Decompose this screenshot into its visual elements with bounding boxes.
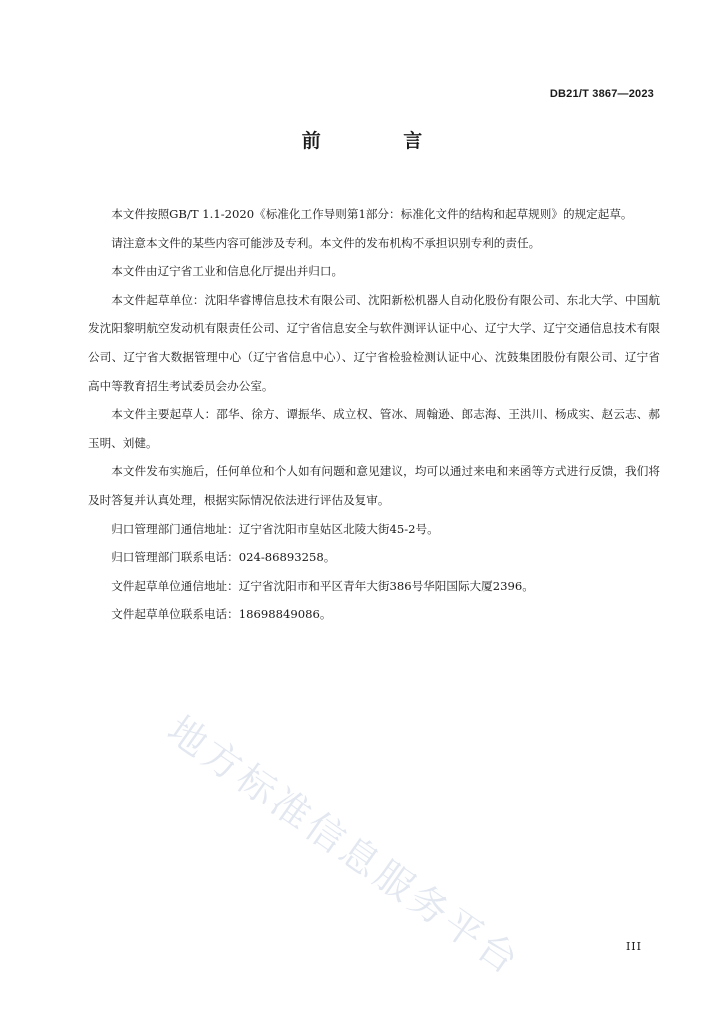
paragraph-drafter-phone: 文件起草单位联系电话：18698849086。 <box>111 607 332 622</box>
watermark: 地方标准信息服务平台 <box>159 707 529 985</box>
paragraph-drafting-units: 本文件起草单位：沈阳华睿博信息技术有限公司、沈阳新松机器人自动化股份有限公司、东北大学、中国航发沈阳黎明航空发动机有限责任公司、辽宁省信息安全与软件测评认证中心、辽宁大学、辽宁交通信息技术有限公司、辽宁省大数据管理中心（辽宁省信息中心）、辽宁省检验检测认证中心、沈鼓集团股份有限公司、辽宁省高中等教育招生考试委员会办公室。 <box>88 292 660 393</box>
paragraph-drafter-address: 文件起草单位通信地址：辽宁省沈阳市和平区青年大街386号华阳国际大厦2396。 <box>111 578 534 593</box>
paragraph-admin-phone: 归口管理部门联系电话：024-86893258。 <box>111 550 336 565</box>
standard-code: DB21/T 3867—2023 <box>549 88 654 100</box>
paragraph-feedback: 本文件发布实施后，任何单位和个人如有问题和意见建议，均可以通过来电和来函等方式进行反馈，我们将及时答复并认真处理，根据实际情况依法进行评估及复审。 <box>88 464 660 507</box>
paragraph-patent-notice: 请注意本文件的某些内容可能涉及专利。本文件的发布机构不承担识别专利的责任。 <box>111 235 541 250</box>
foreword-content <box>88 200 660 629</box>
page-number: III <box>625 940 642 953</box>
paragraph-proposer: 本文件由辽宁省工业和信息化厅提出并归口。 <box>111 264 344 279</box>
paragraph-drafters: 本文件主要起草人：邵华、徐方、谭振华、成立权、管冰、周翰逊、郎志海、王洪川、杨成实、赵云志、郝玉明、刘健。 <box>88 407 660 450</box>
page-title: 前 言 <box>301 130 461 152</box>
paragraph-drafting-basis: 本文件按照GB/T 1.1-2020《标准化工作导则第1部分：标准化文件的结构和起草规则》的规定起草。 <box>111 207 633 221</box>
paragraph-admin-address: 归口管理部门通信地址：辽宁省沈阳市皇姑区北陵大街45-2号。 <box>111 521 439 536</box>
